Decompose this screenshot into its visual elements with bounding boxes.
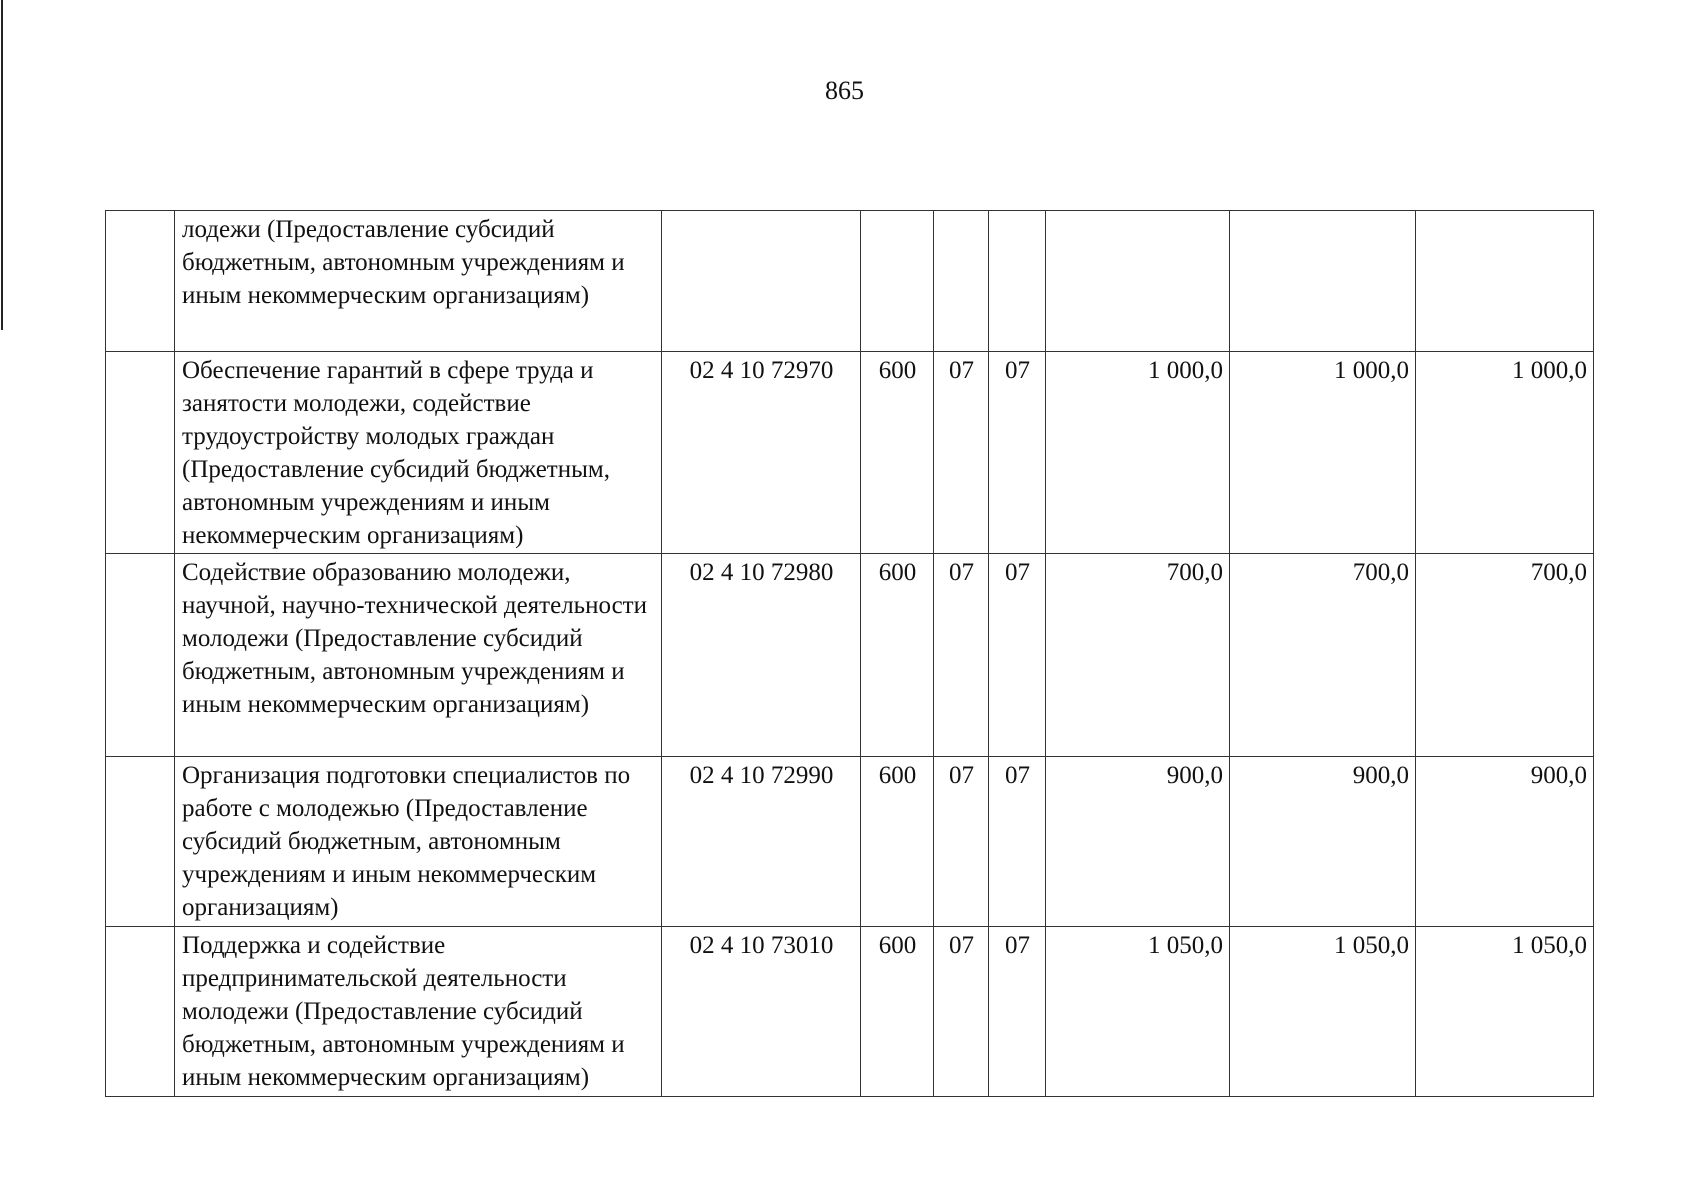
section-cell: 07	[934, 757, 989, 927]
page-number: 865	[825, 76, 864, 105]
expense-type-cell: 600	[861, 927, 934, 1097]
section-cell: 07	[934, 352, 989, 554]
name-cell: Поддержка и содействие предпринимательской деятельности молодежи (Предоставление субсидий бюджетным, автономным учреждениям и иным некоммерческим организациям)	[175, 927, 662, 1097]
row-number-cell	[106, 211, 175, 352]
table-row	[106, 757, 1594, 927]
amount-year3-cell: 1 050,0	[1416, 927, 1594, 1097]
target-article-cell: 02 4 10 72990	[662, 757, 861, 927]
expense-type-cell	[861, 211, 934, 352]
section-cell	[934, 211, 989, 352]
subsection-cell: 07	[989, 757, 1046, 927]
table-row	[106, 352, 1594, 554]
subsection-cell: 07	[989, 352, 1046, 554]
target-article-cell: 02 4 10 72970	[662, 352, 861, 554]
expense-type-cell: 600	[861, 352, 934, 554]
name-cell: Организация подготовки специалистов по работе с молодежью (Предоставление субсидий бюджетным, автономным учреждениям и иным некоммерческим организациям)	[175, 757, 662, 927]
amount-year1-cell: 1 050,0	[1046, 927, 1230, 1097]
row-number-cell	[106, 554, 175, 757]
section-cell: 07	[934, 554, 989, 757]
amount-year2-cell	[1230, 211, 1416, 352]
amount-year2-cell: 1 050,0	[1230, 927, 1416, 1097]
scan-edge-line	[1, 0, 3, 330]
section-cell: 07	[934, 927, 989, 1097]
row-number-cell	[106, 352, 175, 554]
expense-type-cell: 600	[861, 554, 934, 757]
row-number-cell	[106, 757, 175, 927]
amount-year3-cell	[1416, 211, 1594, 352]
name-cell: лодежи (Предоставление субсидий бюджетным, автономным учреждениям и иным некоммерческим организациям)	[175, 211, 662, 352]
amount-year3-cell: 700,0	[1416, 554, 1594, 757]
amount-year3-cell: 900,0	[1416, 757, 1594, 927]
row-number-cell	[106, 927, 175, 1097]
subsection-cell	[989, 211, 1046, 352]
subsection-cell: 07	[989, 554, 1046, 757]
amount-year1-cell	[1046, 211, 1230, 352]
amount-year2-cell: 900,0	[1230, 757, 1416, 927]
table-row	[106, 554, 1594, 757]
target-article-cell: 02 4 10 72980	[662, 554, 861, 757]
table-row	[106, 211, 1594, 352]
target-article-cell	[662, 211, 861, 352]
amount-year3-cell: 1 000,0	[1416, 352, 1594, 554]
table-row	[106, 927, 1594, 1097]
amount-year1-cell: 900,0	[1046, 757, 1230, 927]
budget-table	[105, 210, 1594, 1097]
name-cell: Содействие образованию молодежи, научной, научно-технической деятельности молодежи (Предоставление субсидий бюджетным, автономным учреждениям и иным некоммерческим организациям)	[175, 554, 662, 757]
amount-year2-cell: 700,0	[1230, 554, 1416, 757]
subsection-cell: 07	[989, 927, 1046, 1097]
name-cell: Обеспечение гарантий в сфере труда и занятости молодежи, содействие трудоустройству молодых граждан (Предоставление субсидий бюджетным, автономным учреждениям и иным некоммерческим организациям)	[175, 352, 662, 554]
target-article-cell: 02 4 10 73010	[662, 927, 861, 1097]
amount-year1-cell: 1 000,0	[1046, 352, 1230, 554]
amount-year1-cell: 700,0	[1046, 554, 1230, 757]
expense-type-cell: 600	[861, 757, 934, 927]
amount-year2-cell: 1 000,0	[1230, 352, 1416, 554]
